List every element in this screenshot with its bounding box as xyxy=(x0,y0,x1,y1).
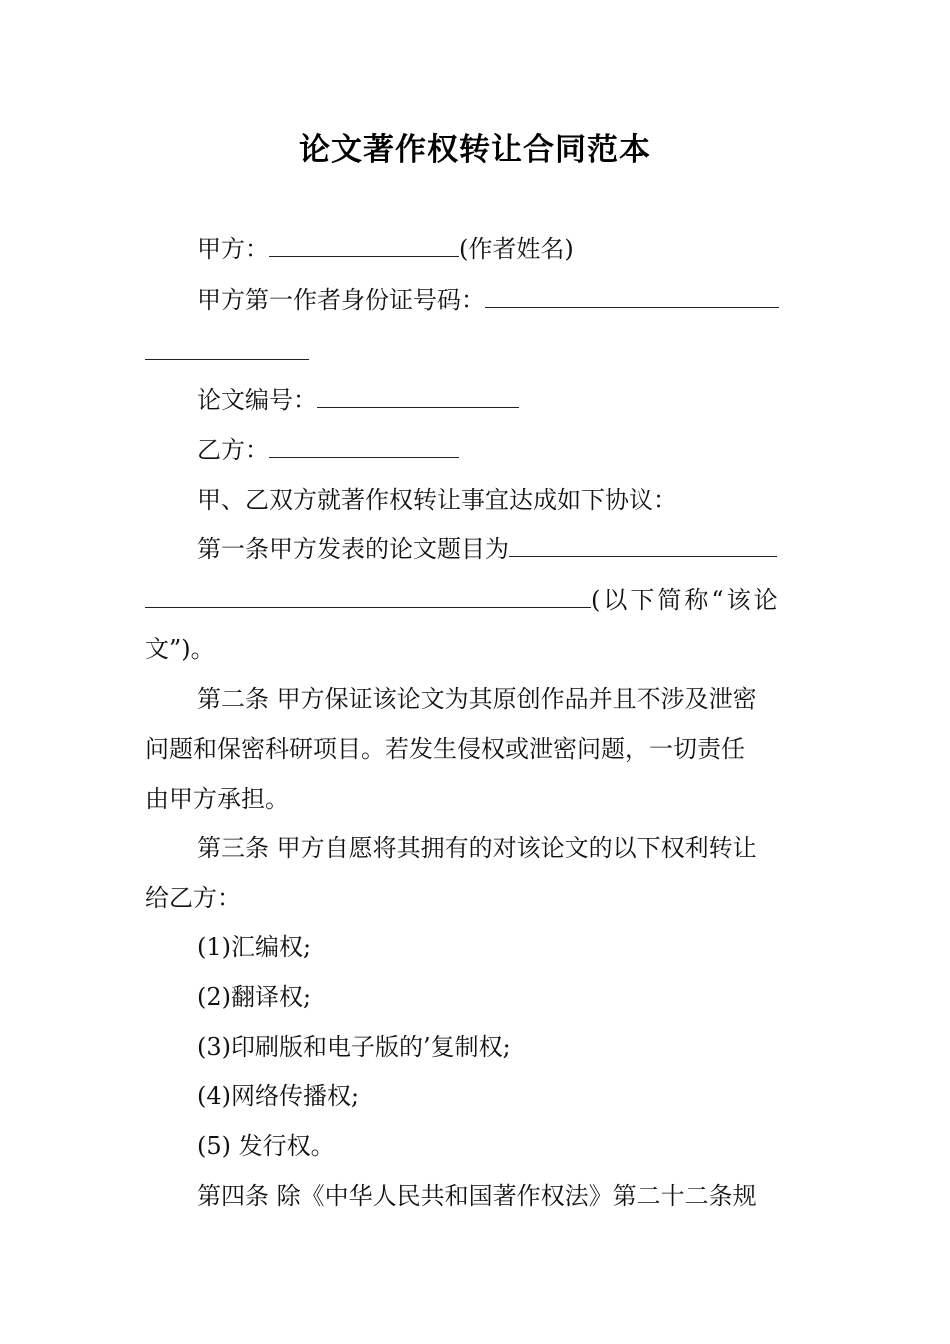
id-number-label: 甲方第一作者身份证号码： xyxy=(197,286,485,314)
article3-line1: 第三条 甲方自愿将其拥有的对该论文的以下权利转让 xyxy=(197,834,757,862)
party-a-label: 甲方： xyxy=(197,235,269,263)
rights-item: (1)汇编权; xyxy=(197,933,312,961)
party-b-line xyxy=(197,435,459,465)
id-number-blank[interactable] xyxy=(485,285,779,308)
party-a-suffix: (作者姓名) xyxy=(459,235,574,263)
party-b-label: 乙方： xyxy=(197,436,269,464)
article2-line3: 由甲方承担。 xyxy=(145,785,289,813)
rights-item: (2)翻译权; xyxy=(197,983,312,1011)
article1-line2 xyxy=(145,585,781,615)
paper-title-blank[interactable] xyxy=(509,534,777,557)
party-a-blank[interactable] xyxy=(269,234,459,257)
article1-line1 xyxy=(197,534,777,564)
article4-line1: 第四条 除《中华人民共和国著作权法》第二十二条规 xyxy=(197,1182,757,1210)
rights-item: (3)印刷版和电子版的’复制权; xyxy=(197,1033,511,1061)
article3-line2: 给乙方： xyxy=(145,884,241,912)
rights-item: (4)网络传播权; xyxy=(197,1082,360,1110)
party-b-blank[interactable] xyxy=(269,435,459,458)
party-a-line xyxy=(197,234,574,264)
article1-text: 第一条甲方发表的论文题目为 xyxy=(197,535,509,563)
id-number-line xyxy=(197,285,779,315)
paper-no-label: 论文编号： xyxy=(197,386,317,414)
paper-no-blank[interactable] xyxy=(317,385,519,408)
article1-line3: 文”)。 xyxy=(145,635,215,663)
paper-title-blank-continued[interactable] xyxy=(145,585,591,608)
article1-suffix: (以下简称“该论 xyxy=(591,586,781,614)
article2-line2: 问题和保密科研项目。若发生侵权或泄密问题，一切责任 xyxy=(145,735,745,763)
rights-item: (5) 发行权。 xyxy=(197,1132,335,1160)
agreement-intro: 甲、乙双方就著作权转让事宜达成如下协议： xyxy=(197,486,677,514)
paper-no-line xyxy=(197,385,519,415)
id-number-blank-continued[interactable] xyxy=(145,358,309,360)
article2-line1: 第二条 甲方保证该论文为其原创作品并且不涉及泄密 xyxy=(197,685,757,713)
document-title: 论文著作权转让合同范本 xyxy=(299,132,651,168)
